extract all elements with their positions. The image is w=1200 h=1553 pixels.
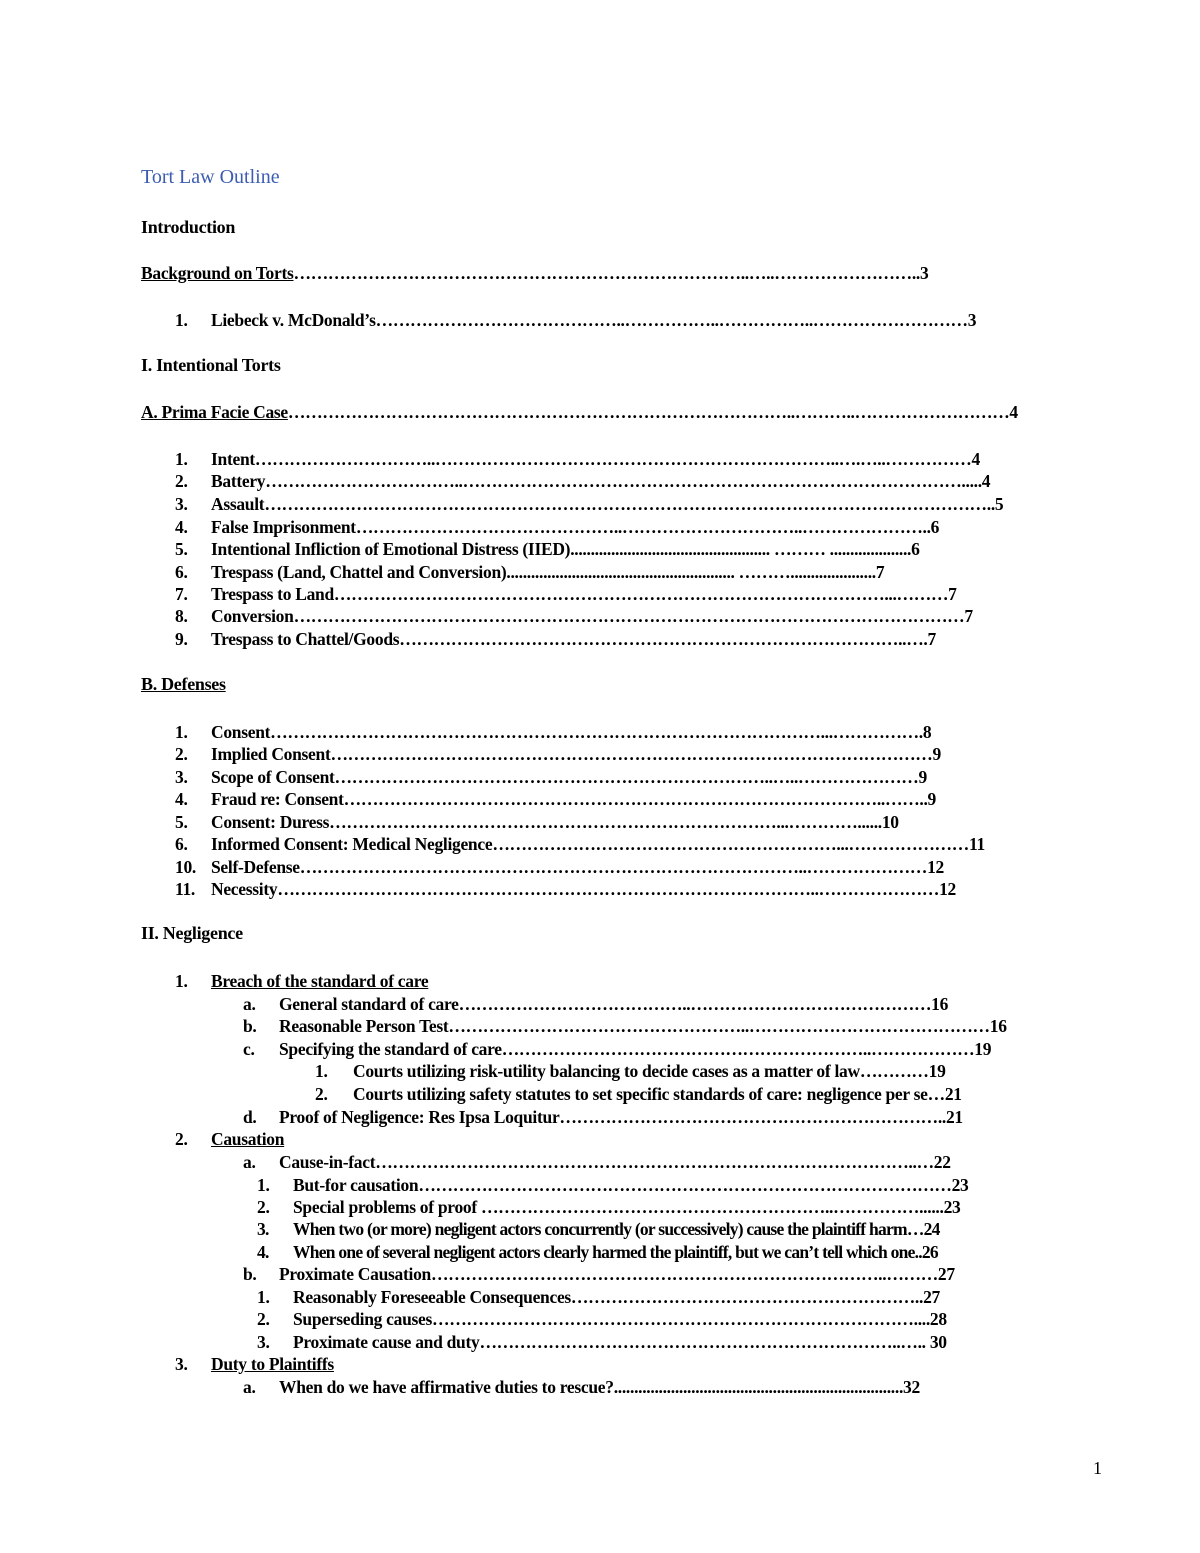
toc-num: 3. [175, 767, 188, 787]
toc-leader: ………………………………………………………………………………… [418, 1175, 952, 1195]
toc-entry [257, 1308, 947, 1330]
toc-entry [175, 628, 936, 650]
toc-entry [175, 561, 884, 583]
toc-entry-label: Courts utilizing risk-utility balancing to decide cases as a matter of law [353, 1061, 860, 1081]
toc-page: 28 [929, 1309, 947, 1329]
toc-page: 3 [919, 263, 929, 283]
toc-entry-label: Fraud re: Consent [211, 789, 344, 809]
toc-num: 2. [175, 1129, 188, 1149]
toc-entry-label: Background on Torts [141, 263, 294, 283]
toc-num: b. [243, 1264, 257, 1284]
toc-entry [175, 721, 931, 743]
toc-num: 1. [175, 449, 188, 469]
toc-page: 6 [930, 517, 940, 537]
toc-page: 12 [927, 857, 944, 877]
toc-entry [175, 833, 985, 855]
toc-leader: ……………………………………………………...………………… [492, 834, 969, 854]
toc-leader: ……………………………………………………..……………...... [476, 1197, 944, 1217]
toc-entry-label: Duty to Plaintiffs [211, 1354, 334, 1374]
toc-entry [175, 583, 957, 605]
toc-entry-label: Scope of Consent [211, 767, 335, 787]
toc-entry-label: Liebeck v. McDonald’s [211, 310, 376, 330]
toc-page: 7 [927, 629, 936, 649]
toc-leader: … [906, 1219, 924, 1239]
toc-leader: ……………………………………………………………………..…..…………………….. [293, 263, 920, 283]
toc-leader: …………………………………………………………………..…..………………… [334, 767, 919, 787]
toc-entry-label: Courts utilizing safety statutes to set specific standards of care: negligence per se [353, 1084, 928, 1104]
toc-entry [243, 1263, 955, 1285]
toc-page: 24 [923, 1219, 940, 1239]
toc-num: 2. [257, 1197, 270, 1217]
toc-entry-label: Breach of the standard of care [211, 971, 429, 991]
toc-entry-label: When two (or more) negligent actors concurrently (or successively) cause the plaintiff harm [293, 1219, 907, 1239]
toc-page: 4 [1009, 402, 1018, 422]
toc-leader: ……………………………..……………………………………………………………………………..... [265, 471, 982, 491]
toc-entry-label: Superseding causes [293, 1309, 433, 1329]
toc-entry [175, 878, 956, 900]
toc-leader: ................................................. ……… .................... [570, 539, 912, 559]
toc-entry [243, 1015, 1007, 1037]
toc-num: 3. [175, 494, 188, 514]
toc-page: 7 [964, 606, 973, 626]
toc-num: 1. [315, 1061, 328, 1081]
toc-entry [175, 811, 899, 833]
toc-entry [243, 1106, 963, 1128]
toc-page: 26 [921, 1242, 938, 1262]
toc-num: b. [243, 1016, 257, 1036]
toc-entry-label: Causation [211, 1129, 285, 1149]
toc-leader: ........................................................ ………..................... [506, 562, 876, 582]
toc-page: 21 [945, 1107, 963, 1127]
introduction-heading: Introduction [141, 217, 236, 237]
toc-leader: .. [914, 1242, 922, 1262]
toc-entry-liebeck [175, 309, 976, 331]
toc-num: 6. [175, 834, 188, 854]
toc-entry-label: Specifying the standard of care [279, 1039, 502, 1059]
toc-page: 9 [932, 744, 941, 764]
toc-entry [243, 1376, 920, 1398]
toc-entry-label: Necessity [211, 879, 278, 899]
toc-entry-label: Trespass to Land [211, 584, 334, 604]
toc-entry [257, 1331, 947, 1353]
toc-leader: ……………………………………………………………………………………...……………. [270, 722, 923, 742]
toc-entry-label: Intentional Infliction of Emotional Distress (IIED) [211, 539, 571, 559]
toc-num: 1. [175, 310, 188, 330]
toc-entry [175, 766, 927, 788]
toc-entry-label: Proximate Causation [279, 1264, 431, 1284]
toc-leader: ………………………………………………………………..….. [479, 1332, 930, 1352]
toc-leader: …………………………………………………………………………………………… [330, 744, 933, 764]
toc-num: a. [243, 994, 256, 1014]
toc-entry [315, 1060, 946, 1082]
toc-entry-label: Assault [211, 494, 265, 514]
toc-entry-label: But-for causation [293, 1175, 419, 1195]
toc-entry-label: Self-Defense [211, 857, 300, 877]
toc-num: 10. [175, 857, 196, 877]
toc-num: 4. [175, 789, 188, 809]
toc-leader: ………………………………………………………..……………… [501, 1039, 975, 1059]
toc-page: 10 [881, 812, 899, 832]
toc-entry [175, 856, 944, 878]
toc-leader: ……………………………………………………………………...…………...... [329, 812, 882, 832]
toc-entry-label: False Imprisonment [211, 517, 356, 537]
toc-entry-label: Trespass (Land, Chattel and Conversion) [211, 562, 507, 582]
toc-entry-label: Cause-in-fact [279, 1152, 376, 1172]
toc-page: 9 [927, 789, 936, 809]
toc-leader: ……………………………………………………………………………………...……… [333, 584, 949, 604]
toc-entry-background [141, 262, 928, 284]
toc-num: 9. [175, 629, 188, 649]
toc-page: 3 [967, 310, 977, 330]
toc-num: 5. [175, 539, 188, 559]
toc-num: 6. [175, 562, 188, 582]
toc-leader: …………………………………………………………………………………..………………… [277, 879, 940, 899]
toc-entry-label: Reasonable Person Test [279, 1016, 449, 1036]
toc-entry-causation [175, 1128, 284, 1150]
toc-entry [243, 993, 948, 1015]
toc-num: a. [243, 1377, 256, 1397]
toc-num: a. [243, 1152, 256, 1172]
toc-num: 5. [175, 812, 188, 832]
toc-entry-label: Implied Consent [211, 744, 331, 764]
toc-page: 27 [923, 1287, 940, 1307]
toc-leader: ………………………………………..…………………………..………………….. [355, 517, 931, 537]
toc-page: 19 [974, 1039, 992, 1059]
toc-entry-label: Battery [211, 471, 266, 491]
toc-page: 9 [918, 767, 927, 787]
toc-leader: ……………………………………………………………………………………………………………….. [264, 494, 995, 514]
toc-num: 4. [257, 1242, 269, 1262]
toc-page: 4 [981, 471, 991, 491]
toc-entry-label: Proof of Negligence: Res Ipsa Loquitur [279, 1107, 560, 1127]
toc-entry [257, 1218, 940, 1240]
toc-num: 2. [257, 1309, 270, 1329]
toc-num: 1. [175, 722, 188, 742]
toc-leader: ……………………………………………..…………………………………… [448, 1016, 990, 1036]
toc-page: 27 [937, 1264, 955, 1284]
toc-num: 8. [175, 606, 188, 626]
toc-entry-label: Consent: Duress [211, 812, 330, 832]
toc-entry-breach [175, 970, 428, 992]
toc-num: 1. [175, 971, 188, 991]
toc-page: 8 [922, 722, 932, 742]
negligence-heading: II. Negligence [141, 923, 243, 943]
toc-page: 11 [968, 834, 985, 854]
toc-entry-label: Reasonably Foreseeable Consequences [293, 1287, 571, 1307]
toc-entry-label: A. Prima Facie Case [141, 402, 288, 422]
toc-leader: ………………………………………………………….. [559, 1107, 946, 1127]
toc-entry-prima-facie [141, 401, 1018, 423]
toc-leader: ……………………………………………………………………..……… [430, 1264, 938, 1284]
toc-entry [175, 538, 920, 560]
toc-leader: …………………………………………………………………………………..…….. [343, 789, 928, 809]
toc-num: 2. [175, 471, 188, 491]
toc-entry [175, 743, 941, 765]
toc-entry [175, 516, 939, 538]
toc-num: 3. [175, 1354, 188, 1374]
toc-entry-label: Informed Consent: Medical Negligence [211, 834, 493, 854]
toc-entry-label: When do we have affirmative duties to rescue? [279, 1377, 614, 1397]
intentional-torts-heading: I. Intentional Torts [141, 355, 281, 375]
toc-page: 19 [928, 1061, 946, 1081]
toc-entry [257, 1241, 938, 1263]
toc-entry [243, 1038, 991, 1060]
toc-num: 2. [315, 1084, 328, 1104]
toc-num: 11. [175, 879, 196, 899]
toc-leader: ……………………………………………………………………………..………..……………………… [287, 402, 1010, 422]
toc-leader: …………………………………………………………………………………..… [375, 1152, 934, 1172]
toc-leader: …………………………………………………….. [570, 1287, 924, 1307]
defenses-heading: B. Defenses [141, 674, 226, 694]
toc-page: 16 [989, 1016, 1007, 1036]
toc-num: 4. [175, 517, 188, 537]
toc-entry [175, 448, 980, 470]
toc-num: c. [243, 1039, 255, 1059]
toc-num: 1. [257, 1175, 270, 1195]
toc-leader: ……………………………………………………………………………………………………… [293, 606, 965, 626]
toc-num: 3. [257, 1219, 269, 1239]
toc-entry [315, 1083, 962, 1105]
toc-page: 7 [875, 562, 885, 582]
toc-entry-label: Trespass to Chattel/Goods [211, 629, 400, 649]
toc-leader: … [927, 1084, 945, 1104]
toc-page: 30 [929, 1332, 947, 1352]
toc-leader: ………………………………………………………………………….... [432, 1309, 930, 1329]
toc-page: 7 [948, 584, 957, 604]
toc-num: d. [243, 1107, 257, 1127]
toc-entry-label: Consent [211, 722, 271, 742]
toc-page: 22 [933, 1152, 951, 1172]
toc-leader: ……………………………………..……………..……………..……………………… [375, 310, 968, 330]
toc-entry-label: Special problems of proof [293, 1197, 477, 1217]
toc-entry [175, 470, 990, 492]
toc-page: 16 [931, 994, 949, 1014]
toc-entry-label: Conversion [211, 606, 294, 626]
toc-page: 23 [951, 1175, 969, 1195]
toc-entry-label: When one of several negligent actors clearly harmed the plaintiff, but we can’t tell which one [293, 1242, 915, 1262]
toc-leader: ……………………………………………………………………………..…. [399, 629, 928, 649]
toc-entry-label: Intent [211, 449, 255, 469]
toc-entry [175, 605, 973, 627]
toc-entry [243, 1151, 951, 1173]
toc-page: 23 [943, 1197, 961, 1217]
toc-entry [175, 788, 936, 810]
toc-leader: ....................................................................... [613, 1377, 904, 1397]
toc-leader: ……………………………………………………………………………..………………… [299, 857, 928, 877]
document-title: Tort Law Outline [141, 166, 280, 188]
toc-num: 7. [175, 584, 188, 604]
toc-page: 12 [939, 879, 956, 899]
toc-entry-duty [175, 1353, 334, 1375]
toc-page: 5 [994, 494, 1004, 514]
page-number: 1 [1093, 1458, 1102, 1478]
toc-page: 6 [911, 539, 920, 559]
toc-page: 4 [971, 449, 980, 469]
toc-entry [257, 1196, 960, 1218]
toc-num: 1. [257, 1287, 270, 1307]
toc-entry-label: General standard of care [279, 994, 459, 1014]
toc-leader: …………………………..……………………………………………………………..….…..…………… [254, 449, 972, 469]
toc-page: 32 [903, 1377, 920, 1397]
toc-entry [257, 1286, 940, 1308]
toc-page: 21 [944, 1084, 962, 1104]
toc-num: 3. [257, 1332, 270, 1352]
toc-entry [257, 1174, 968, 1196]
toc-entry [175, 493, 1003, 515]
toc-leader: ………… [859, 1061, 929, 1081]
toc-entry-label: Proximate cause and duty [293, 1332, 480, 1352]
toc-leader: …………………………………..…………………………………… [458, 994, 932, 1014]
toc-num: 2. [175, 744, 188, 764]
